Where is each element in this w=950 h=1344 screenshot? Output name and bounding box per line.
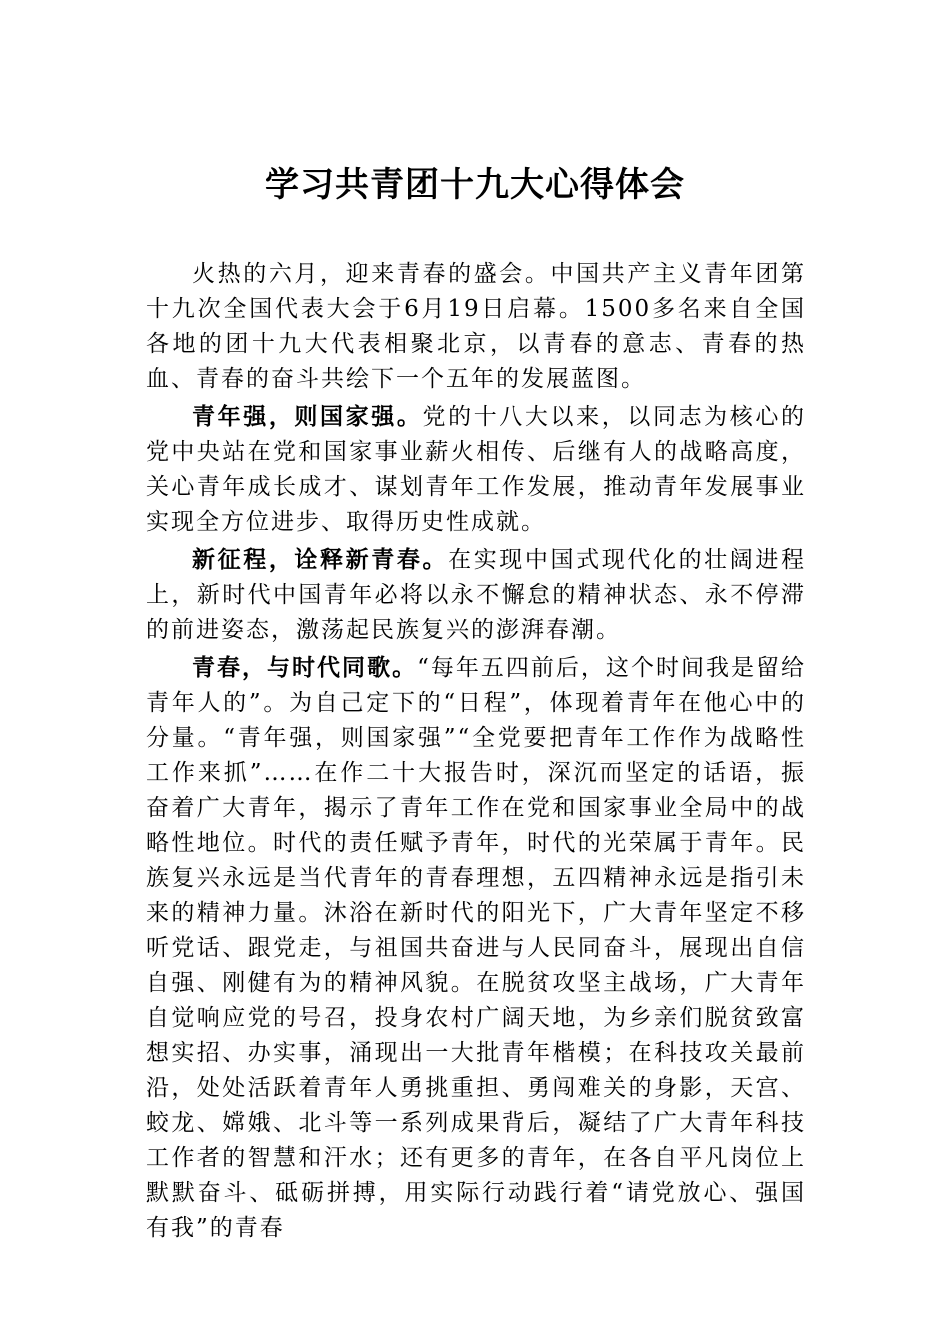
paragraph-2: [146, 399, 806, 540]
paragraph-3-lead: 新征程，诠释新青春。: [192, 546, 449, 573]
paragraph-4-lead: 青春，与时代同歌。: [192, 654, 418, 681]
document-title: 学习共青团十九大心得体会: [265, 165, 685, 205]
paragraph-4-text: “每年五四前后，这个时间我是留给青年人的”。为自己定下的“日程”，体现着青年在他心中的分量。“青年强，则国家强”“全党要把青年工作作为战略性工作来抓”……在作二十大报告时，深沉而坚定的话语，振奋着广大青年，揭示了青年工作在党和国家事业全局中的战略性地位。时代的责任赋予青年，时代的光荣属于青年。民族复兴永远是当代青年的青春理想，五四精神永远是指引未来的精神力量。沐浴在新时代的阳光下，广大青年坚定不移听党话、跟党走，与祖国共奋进与人民同奋斗，展现出自信自强、刚健有为的精神风貌。在脱贫攻坚主战场，广大青年自觉响应党的号召，投身农村广阔天地，为乡亲们脱贫致富想实招、办实事，涌现出一大批青年楷模；在科技攻关最前沿，处处活跃着青年人勇挑重担、勇闯难关的身影，天宫、蛟龙、嫦娥、北斗等一系列成果背后，凝结了广大青年科技工作者的智慧和汗水；还有更多的青年，在各自平凡岗位上默默奋斗、砥砺拼搏，用实际行动践行着“请党放心、强国有我”的青春: [146, 655, 806, 1241]
paragraph-1: [146, 256, 806, 397]
paragraph-3: [146, 542, 806, 648]
paragraph-3-text: 在实现中国式现代化的壮阔进程上，新时代中国青年必将以永不懈怠的精神状态、永不停滞的前进姿态，激荡起民族复兴的澎湃春潮。: [146, 547, 807, 643]
paragraph-1-text: 火热的六月，迎来青春的盛会。中国共产主义青年团第十九次全国代表大会于6月19日启幕。1500多名来自全国各地的团十九大代表相聚北京，以青春的意志、青春的热血、青春的奋斗共绘下一个五年的发展蓝图。: [146, 261, 806, 392]
document-body: [146, 256, 806, 1248]
paragraph-2-text: 党的十八大以来，以同志为核心的党中央站在党和国家事业薪火相传、后继有人的战略高度，关心青年成长成才、谋划青年工作发展，推动青年发展事业实现全方位进步、取得历史性成就。: [146, 404, 807, 535]
paragraph-4: [146, 650, 806, 1246]
paragraph-2-lead: 青年强，则国家强。: [192, 403, 423, 430]
